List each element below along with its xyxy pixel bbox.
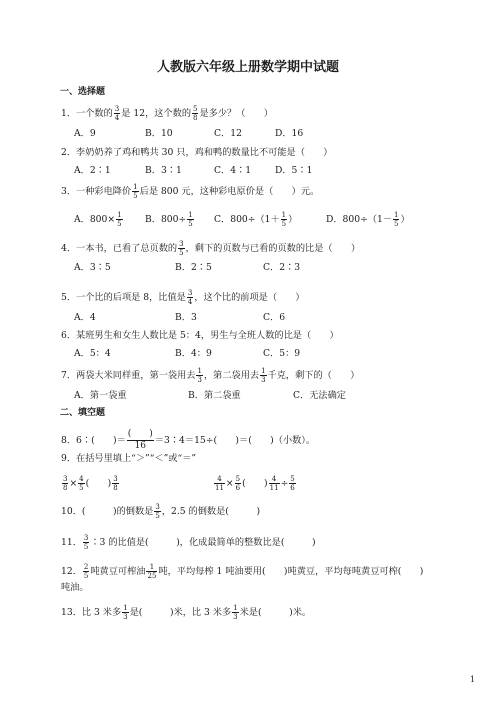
fraction: $\frac{1}{3}$ (197, 367, 202, 384)
q4-option-b: B．2∶5 (175, 262, 212, 273)
q1-option-a: A．9 (74, 128, 96, 139)
q5-option-a: A．4 (74, 312, 96, 323)
question-7: 7．两袋大米同样重，第一袋用去 $\frac{1}{3}$ ，第二袋用去 $\frac{1}{3}$ 千克，剩下的（ ） (61, 367, 360, 384)
fraction: $\frac{1}{5}$ (394, 211, 399, 228)
q5-option-c: C．6 (263, 312, 286, 323)
answer-blank[interactable]: ( ) (85, 478, 112, 489)
fraction: $\frac{4}{5}$ (79, 475, 84, 492)
q5-option-b: B．3 (175, 312, 197, 323)
fraction: $\frac{1}{3}$ (123, 604, 128, 621)
q1-text-a: 1．一个数的 (61, 108, 113, 119)
fraction: $\frac{5}{6}$ (235, 475, 241, 492)
question-3: 3．一种彩电降价 $\frac{1}{5}$ 后是 800 元，这种彩电原价是（ ）元。 (61, 183, 320, 200)
fraction: $\frac{4}{11}$ (269, 475, 279, 492)
q9-comparison-right: $\frac{4}{11}$ × $\frac{5}{6}$ ( ) $\frac{4}{11}$ ÷ $\frac{5}{6}$ (215, 475, 295, 492)
q1-option-c: C．12 (214, 128, 242, 139)
fraction: $\frac{1}{3}$ (233, 604, 238, 621)
fraction: $\frac{1}{5}$ (133, 183, 138, 200)
q1-text-c: 是多少？（ ） (199, 108, 273, 119)
question-12-continued: 吨油。 (61, 582, 89, 593)
q2-option-a: A．2∶1 (74, 165, 111, 176)
fraction: $\frac{3}{8}$ (63, 475, 68, 492)
page-number: 1 (470, 675, 476, 684)
question-9: 9．在括号里填上“＞”“＜”或“＝” (61, 453, 197, 464)
answer-blank[interactable]: ( ) (242, 478, 268, 489)
question-11: 11． $\frac{3}{5}$ ∶3 的比值是( )，化成最简单的整数比是( ) (61, 534, 316, 551)
question-6: 6．某班男生和女生人数比是 5：4，男生与全班人数的比是（ ） (61, 330, 339, 341)
fraction: $\frac{3}{4}$ (114, 105, 120, 122)
question-10: 10．( )的倒数是 $\frac{3}{5}$ ，2.5 的倒数是( ) (61, 503, 261, 520)
fraction: $\frac{3}{5}$ (179, 240, 184, 257)
fraction: $\frac{1}{5}$ (281, 211, 287, 228)
q2-option-b: B．3∶1 (145, 165, 182, 176)
q4-option-a: A．3∶5 (74, 262, 111, 273)
fraction: $\frac{5}{6}$ (290, 475, 295, 492)
q6-option-b: B．4：9 (175, 348, 212, 359)
fraction: $\frac{3}{5}$ (155, 503, 160, 520)
page-title: 人教版六年级上册数学期中试题 (156, 60, 339, 75)
fraction: $\frac{1}{25}$ (147, 563, 157, 580)
fraction: $\frac{4}{11}$ (215, 475, 224, 492)
q3-option-c: C．800÷（1＋ $\frac{1}{5}$ ） (214, 211, 298, 228)
q1-option-b: B．10 (145, 128, 173, 139)
section-fill-heading: 二、填空题 (60, 408, 106, 418)
question-4: 4．一本书，已看了总页数的 $\frac{3}{5}$ ，剩下的页数与已看的页数的比是（ ） (61, 240, 361, 257)
fraction: $\frac{2}{5}$ (83, 563, 89, 580)
fraction: $\frac{3}{5}$ (83, 534, 89, 551)
q9-comparison-left: $\frac{3}{8}$ × $\frac{4}{5}$ ( ) $\frac{3}{8}$ (63, 475, 118, 492)
fraction: $\frac{1}{3}$ (261, 367, 266, 384)
fraction: ( ) 16 (127, 429, 153, 451)
q3-option-b: B．800÷ $\frac{1}{5}$ (145, 211, 193, 228)
q1-option-d: D．16 (275, 128, 304, 139)
q3-option-a: A．800× $\frac{1}{5}$ (74, 211, 122, 228)
q6-option-a: A．5：4 (74, 348, 111, 359)
fraction: $\frac{5}{8}$ (193, 105, 198, 122)
q2-option-d: D．5∶1 (275, 165, 313, 176)
fraction: $\frac{3}{4}$ (187, 289, 193, 306)
fraction: $\frac{1}{5}$ (188, 211, 193, 228)
q4-option-c: C．2∶3 (263, 262, 301, 273)
question-13: 13．比 3 米多 $\frac{1}{3}$ 是( )米，比 3 米多 $\frac{1}{3}$ 米是( )米。 (61, 604, 312, 621)
question-12: 12． $\frac{2}{5}$ 吨黄豆可榨油 $\frac{1}{25}$ 吨，平均每榨 1 吨油要用( )吨黄豆，平均每吨黄豆可榨( ) (61, 563, 424, 580)
q7-option-c: C．无法确定 (293, 390, 346, 401)
section-choice-heading: 一、选择题 (60, 87, 106, 97)
fraction: $\frac{3}{8}$ (113, 475, 118, 492)
question-5: 5．一个比的后项是 8，比值是 $\frac{3}{4}$ ，这个比的前项是（ ） (61, 289, 305, 306)
question-2: 2．李奶奶养了鸡和鸭共 30 只，鸡和鸭的数量比不可能是（ ） (61, 147, 333, 158)
q7-option-a: A．第一袋重 (74, 390, 127, 401)
question-1 (61, 105, 273, 122)
q3-option-d: D．800÷（1－ $\frac{1}{5}$ ） (326, 211, 410, 228)
question-8: 8．6∶( )＝ ( ) 16 ＝3∶4＝15÷( )＝( )（小数）。 (61, 429, 316, 451)
q1-text-b: 是 12，这个数的 (121, 108, 192, 119)
q2-option-c: C．4∶1 (214, 165, 252, 176)
q7-option-b: B．第二袋重 (188, 390, 241, 401)
q6-option-c: C．5：9 (263, 348, 301, 359)
fraction: $\frac{1}{5}$ (117, 211, 122, 228)
